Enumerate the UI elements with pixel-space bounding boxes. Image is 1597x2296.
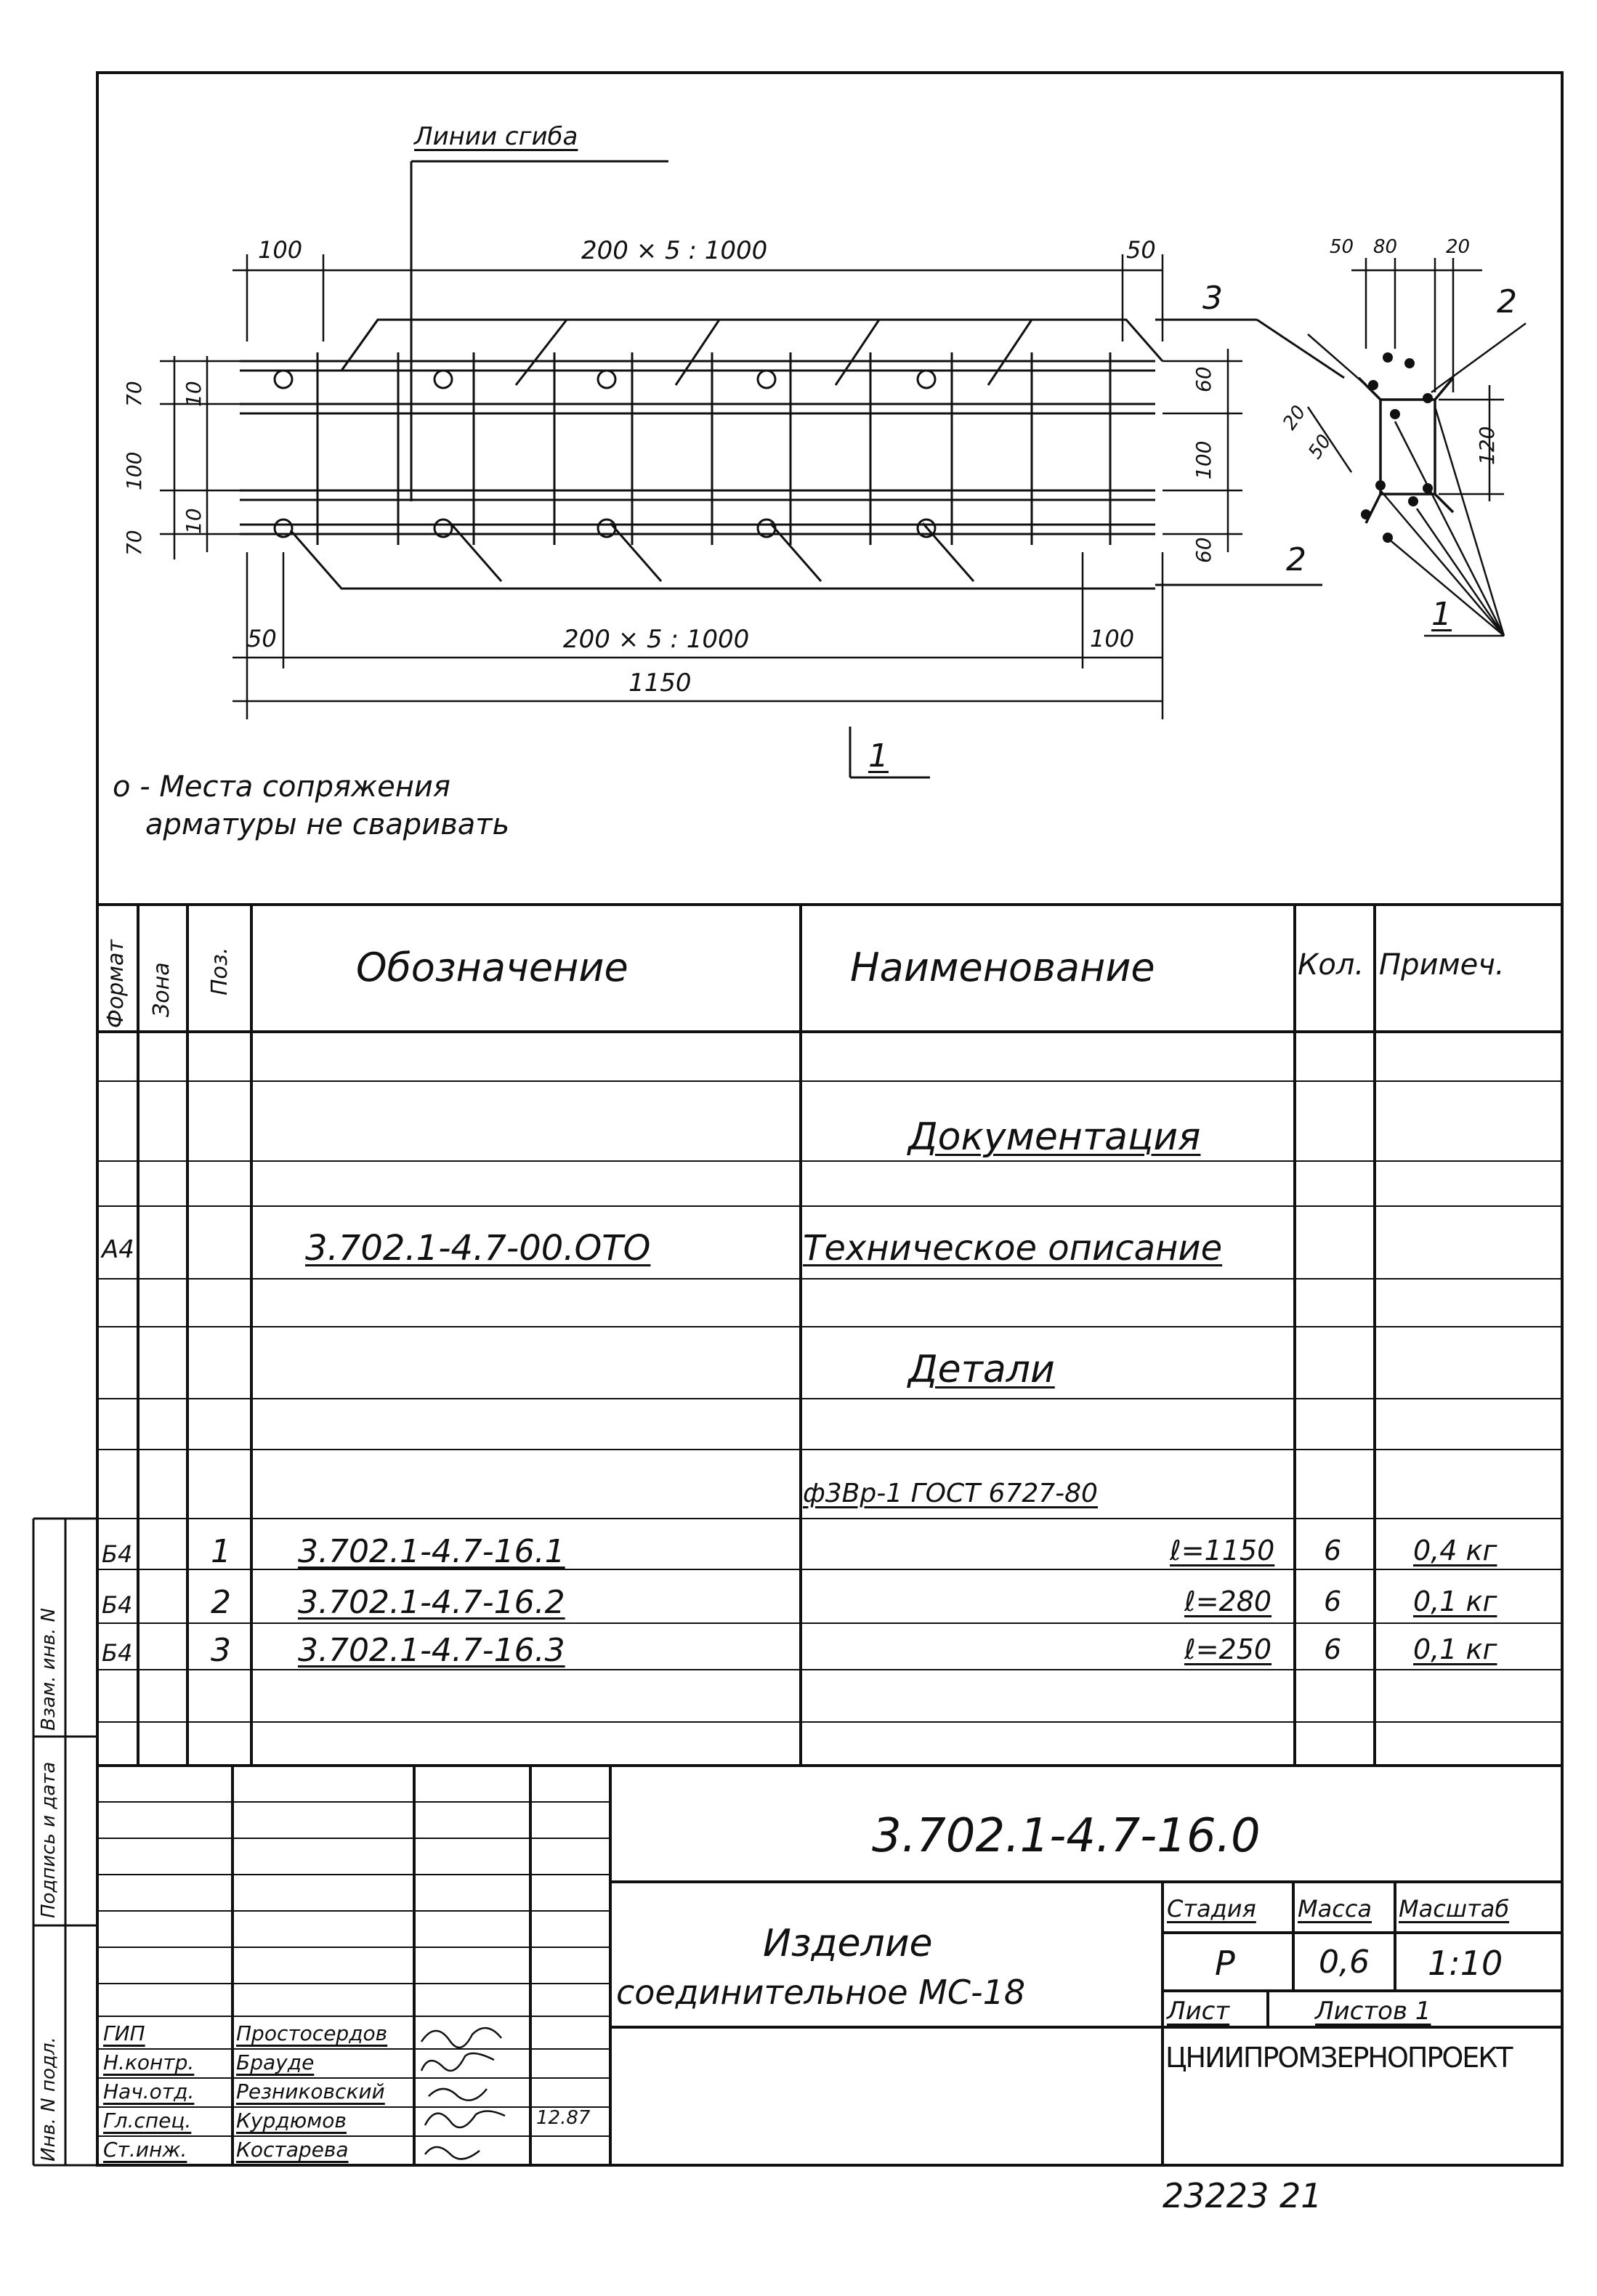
row1-format: Б4 — [102, 1540, 133, 1568]
sect-dim-e: 50 — [1304, 430, 1336, 464]
name-nkontr: Брауде — [236, 2050, 315, 2074]
row2-pos: 2 — [211, 1584, 231, 1621]
pos-label-3: 3 — [1202, 280, 1223, 317]
doc-number: 3.702.1-4.7-16.0 — [872, 1809, 1261, 1863]
sheet-label: Лист — [1167, 1997, 1230, 2026]
stage-value: Р — [1215, 1944, 1235, 1983]
scale-label: Масштаб — [1399, 1895, 1510, 1923]
sect-dim-h: 120 — [1475, 426, 1499, 465]
dim-top-mid: 200 × 5 : 1000 — [581, 236, 768, 265]
sect-dim-c: 20 — [1446, 236, 1471, 258]
sect-pos-1: 1 — [1431, 596, 1452, 633]
dim-left-b: 10 — [182, 381, 206, 407]
header-qty: Кол. — [1298, 948, 1364, 982]
sect-dim-b: 80 — [1373, 236, 1398, 258]
role-gip: ГИП — [103, 2021, 145, 2045]
dim-bot-right: 100 — [1090, 625, 1135, 652]
row1-length: ℓ=1150 — [1170, 1535, 1275, 1567]
stage-label: Стадия — [1167, 1895, 1256, 1923]
header-pos: Поз. — [207, 947, 233, 995]
sheets-label: Листов 1 — [1315, 1997, 1431, 2026]
margin-vzam: Взам. инв. N — [38, 1608, 60, 1731]
organization-name: ЦНИИПРОМЗЕРНОПРОЕКТ — [1165, 2042, 1512, 2074]
title-line-2: соединительное МС-18 — [616, 1973, 1026, 2012]
header-zone: Зона — [149, 962, 174, 1017]
note-line-1: о - Места сопряжения — [113, 770, 450, 804]
row2-length: ℓ=280 — [1184, 1585, 1272, 1617]
mesh-drawing — [240, 161, 1344, 777]
material-spec: ф3Вр-1 ГОСТ 6727-80 — [803, 1479, 1098, 1508]
signatures-image — [421, 2028, 505, 2159]
dim-right-c: 60 — [1192, 537, 1216, 563]
dim-right-b: 100 — [1192, 440, 1216, 480]
row2-designation: 3.702.1-4.7-16.2 — [298, 1584, 565, 1621]
name-stinzh: Костарева — [236, 2138, 349, 2162]
row1-note: 0,4 кг — [1413, 1535, 1497, 1567]
role-nachotd: Нач.отд. — [103, 2079, 195, 2103]
dim-total: 1150 — [628, 668, 692, 698]
dim-left-c: 100 — [122, 451, 146, 490]
header-format: Формат — [103, 939, 129, 1028]
name-glspec: Курдюмов — [236, 2109, 347, 2133]
doc-name: Техническое описание — [803, 1228, 1223, 1269]
sect-pos-2a: 2 — [1497, 283, 1517, 320]
mass-label: Масса — [1298, 1895, 1372, 1923]
name-gip: Простосердов — [236, 2021, 388, 2045]
note-line-2: арматуры не сваривать — [145, 808, 510, 841]
footer-number: 23223 21 — [1163, 2176, 1322, 2215]
dim-left-e: 10 — [182, 508, 206, 534]
sect-dim-d: 20 — [1279, 401, 1311, 434]
role-stinzh: Ст.инж. — [103, 2138, 187, 2162]
role-glspec: Гл.спец. — [103, 2109, 192, 2133]
dim-bot-mid: 200 × 5 : 1000 — [563, 625, 750, 654]
header-name: Наименование — [850, 945, 1155, 990]
row3-note: 0,1 кг — [1413, 1633, 1497, 1665]
row2-note: 0,1 кг — [1413, 1585, 1497, 1617]
mass-value: 0,6 — [1319, 1944, 1370, 1981]
dim-top-left: 100 — [258, 236, 303, 264]
row3-length: ℓ=250 — [1184, 1633, 1272, 1665]
row1-pos: 1 — [211, 1533, 231, 1570]
role-nkontr: Н.контр. — [103, 2050, 195, 2074]
scale-value: 1:10 — [1428, 1944, 1503, 1983]
title-line-1: Изделие — [763, 1922, 933, 1965]
margin-sign-date: Подпись и дата — [38, 1761, 60, 1918]
dim-left-a: 70 — [122, 381, 146, 407]
row2-qty: 6 — [1324, 1585, 1342, 1617]
row3-qty: 6 — [1324, 1633, 1342, 1665]
bend-lines-label: Линии сгиба — [414, 122, 578, 151]
margin-inv-podl: Инв. N подл. — [38, 2037, 60, 2162]
section-documentation: Документация — [908, 1115, 1201, 1159]
pos-label-1: 1 — [868, 737, 889, 775]
name-nachotd: Резниковский — [236, 2079, 385, 2103]
section-parts: Детали — [908, 1348, 1055, 1391]
doc-designation: 3.702.1-4.7-00.ОТО — [305, 1228, 651, 1269]
row1-designation: 3.702.1-4.7-16.1 — [298, 1533, 565, 1570]
row2-format: Б4 — [102, 1591, 133, 1619]
row3-format: Б4 — [102, 1639, 133, 1667]
row3-pos: 3 — [211, 1632, 231, 1669]
dim-left-d: 70 — [122, 530, 146, 556]
dim-right-a: 60 — [1192, 366, 1216, 392]
sign-date: 12.87 — [536, 2107, 591, 2129]
row1-qty: 6 — [1324, 1535, 1342, 1567]
doc-format: А4 — [102, 1235, 134, 1264]
pos-label-2: 2 — [1286, 541, 1306, 578]
sect-dim-a: 50 — [1330, 236, 1354, 258]
header-note: Примеч. — [1379, 948, 1505, 982]
dim-bot-left: 50 — [247, 625, 277, 652]
dim-top-right: 50 — [1126, 236, 1156, 264]
header-designation: Обозначение — [356, 945, 628, 990]
row3-designation: 3.702.1-4.7-16.3 — [298, 1632, 565, 1669]
